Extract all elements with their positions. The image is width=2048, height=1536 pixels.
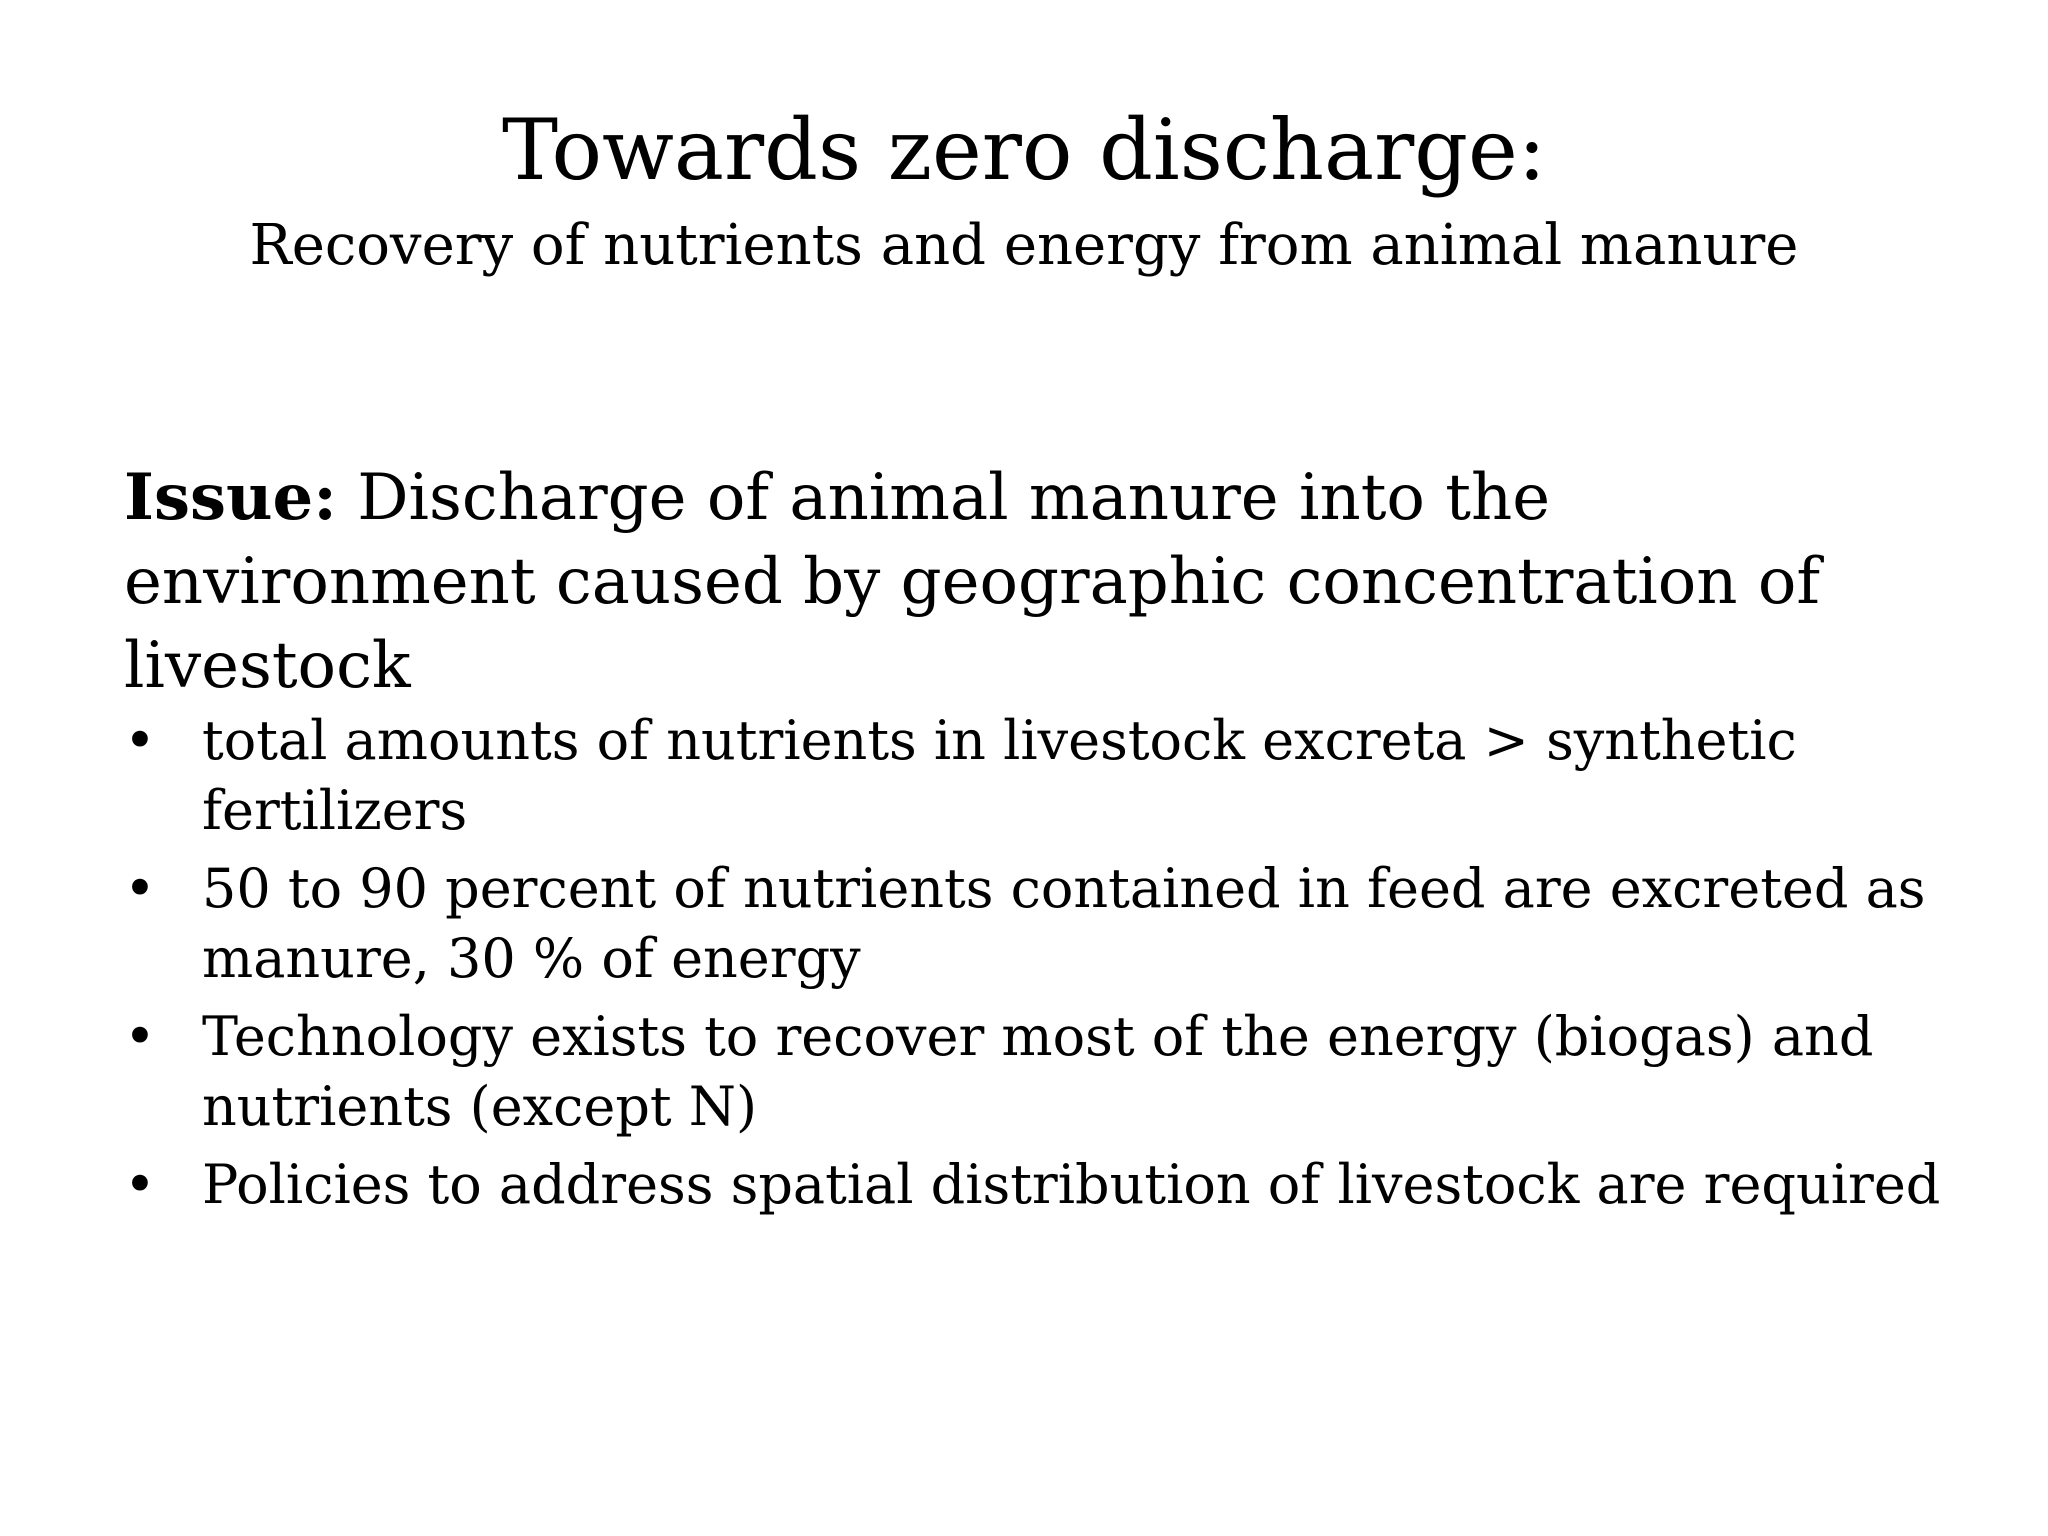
issue-paragraph [124,456,1944,708]
bullet-item [124,706,1944,846]
bullet-icon: • [124,709,156,772]
bullet-text: total amounts of nutrients in livestock excreta > synthetic fertilizers [202,709,1797,842]
slide-title: Towards zero discharge: [501,101,1547,199]
slide-subtitle: Recovery of nutrients and energy from animal manure [249,213,1799,278]
issue-label: Issue: [124,460,337,535]
bullet-text: Technology exists to recover most of the energy (biogas) and nutrients (except N) [202,1005,1874,1138]
bullet-item [124,1002,1944,1142]
bullet-list [124,706,1944,1228]
bullet-item [124,1150,1944,1220]
issue-text: Discharge of animal manure into the environment caused by geographic concentration of livestock [124,461,1821,703]
bullet-icon: • [124,857,156,920]
bullet-text: 50 to 90 percent of nutrients contained in feed are excreted as manure, 30 % of energy [202,857,1926,990]
bullet-text: Policies to address spatial distribution of livestock are required [202,1153,1941,1216]
bullet-item [124,854,1944,994]
bullet-icon: • [124,1005,156,1068]
bullet-icon: • [124,1153,156,1216]
